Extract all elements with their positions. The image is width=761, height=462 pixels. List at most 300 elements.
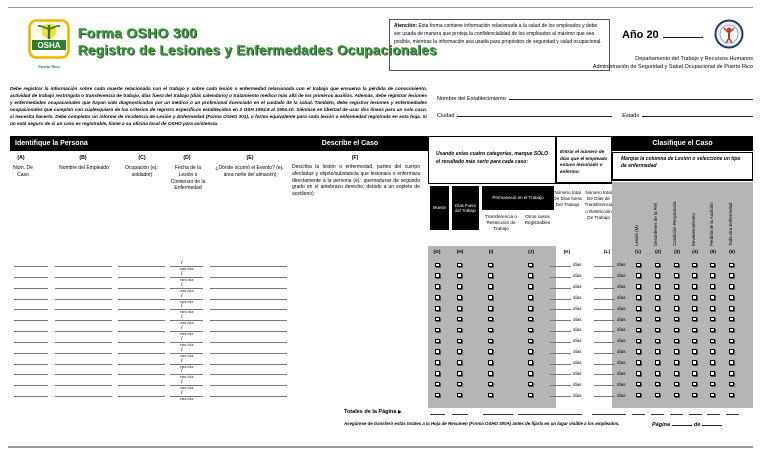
case-number-line[interactable] xyxy=(14,368,48,375)
total-days-away-line[interactable] xyxy=(452,409,468,415)
days-restricted-unit: días xyxy=(617,262,626,268)
respiratory-checkbox[interactable] xyxy=(674,284,679,289)
poisoning-checkbox[interactable] xyxy=(692,284,697,289)
case-row xyxy=(0,271,761,282)
injury-checkbox[interactable] xyxy=(636,360,641,365)
state-line[interactable] xyxy=(642,111,753,117)
employee-name-line[interactable] xyxy=(55,260,112,267)
column-number-2: (2) xyxy=(655,250,661,255)
hearing-loss-checkbox[interactable] xyxy=(710,295,715,300)
injury-date-line[interactable] xyxy=(170,336,203,343)
case-row xyxy=(0,293,761,304)
occupation-line[interactable] xyxy=(118,390,165,397)
other-recordable-checkbox[interactable] xyxy=(528,284,533,289)
days-away-checkbox[interactable] xyxy=(457,328,462,333)
injury-date-line[interactable] xyxy=(170,347,203,354)
days-restricted-count-line[interactable] xyxy=(594,314,615,321)
total-other-illness-line[interactable] xyxy=(726,409,739,415)
injury-checkbox[interactable] xyxy=(636,306,641,311)
other-illness-checkbox[interactable] xyxy=(729,284,734,289)
case-row xyxy=(0,325,761,336)
respiratory-checkbox[interactable] xyxy=(674,371,679,376)
date-slash: / xyxy=(181,270,183,277)
skin-disorder-checkbox[interactable] xyxy=(655,273,660,278)
department-seal-icon xyxy=(714,19,744,49)
establishment-name-line[interactable] xyxy=(509,94,753,100)
other-recordable-checkbox[interactable] xyxy=(528,317,533,322)
employee-name-line[interactable] xyxy=(55,325,112,332)
event-location-line[interactable] xyxy=(210,358,287,365)
other-illness-checkbox[interactable] xyxy=(729,273,734,278)
days-away-count-line[interactable] xyxy=(550,358,571,365)
days-away-count-line[interactable] xyxy=(550,260,571,267)
injury-date-line[interactable] xyxy=(170,293,203,300)
case-number-line[interactable] xyxy=(14,347,48,354)
injury-checkbox[interactable] xyxy=(636,263,641,268)
death-checkbox[interactable] xyxy=(435,339,440,344)
other-illness-checkbox[interactable] xyxy=(729,263,734,268)
poisoning-checkbox[interactable] xyxy=(692,317,697,322)
days-restricted-count-line[interactable] xyxy=(594,358,615,365)
poisoning-checkbox[interactable] xyxy=(692,393,697,398)
occupation-line[interactable] xyxy=(118,260,165,267)
skin-disorder-checkbox[interactable] xyxy=(655,349,660,354)
days-restricted-count-line[interactable] xyxy=(594,293,615,300)
case-number-line[interactable] xyxy=(14,358,48,365)
hearing-loss-checkbox[interactable] xyxy=(710,328,715,333)
other-illness-checkbox[interactable] xyxy=(729,382,734,387)
case-number-line[interactable] xyxy=(14,282,48,289)
employee-name-line[interactable] xyxy=(55,358,112,365)
state-label: Estado xyxy=(622,113,640,119)
skin-disorder-checkbox[interactable] xyxy=(655,306,660,311)
occupation-line[interactable] xyxy=(118,358,165,365)
transfer-restriction-checkbox[interactable] xyxy=(488,393,493,398)
occupation-line[interactable] xyxy=(118,303,165,310)
page-of-label: de xyxy=(694,422,701,428)
injury-checkbox[interactable] xyxy=(636,295,641,300)
days-restricted-unit: días xyxy=(617,273,626,279)
employee-name-line[interactable] xyxy=(55,314,112,321)
classify-label-skin-disorder: Desordenes de la Piel xyxy=(653,203,658,246)
days-away-checkbox[interactable] xyxy=(457,360,462,365)
total-hearing-line[interactable] xyxy=(707,409,720,415)
days-restricted-unit: días xyxy=(617,349,626,355)
date-slash: / xyxy=(181,303,183,310)
totals-text: Totales de la Página xyxy=(344,409,398,415)
transfer-restriction-checkbox[interactable] xyxy=(488,360,493,365)
event-location-line[interactable] xyxy=(210,293,287,300)
days-away-checkbox[interactable] xyxy=(457,393,462,398)
column-number-1: (1) xyxy=(635,250,641,255)
days-restricted-count-line[interactable] xyxy=(594,347,615,354)
days-restricted-column-label: Número total De Días de Transferencia o Restricción De Trabajo xyxy=(584,190,613,220)
date-format-hint: mes /día xyxy=(179,342,194,347)
other-recordable-checkbox[interactable] xyxy=(528,371,533,376)
employee-name-line[interactable] xyxy=(55,282,112,289)
days-away-checkbox[interactable] xyxy=(457,306,462,311)
death-checkbox[interactable] xyxy=(435,328,440,333)
injury-checkbox[interactable] xyxy=(636,284,641,289)
hearing-loss-checkbox[interactable] xyxy=(710,349,715,354)
respiratory-checkbox[interactable] xyxy=(674,317,679,322)
injury-checkbox[interactable] xyxy=(636,371,641,376)
total-other-line[interactable] xyxy=(518,409,550,415)
date-slash: / xyxy=(181,346,183,353)
transfer-restriction-checkbox[interactable] xyxy=(488,284,493,289)
poisoning-checkbox[interactable] xyxy=(692,339,697,344)
days-away-checkbox[interactable] xyxy=(457,263,462,268)
bottom-divider xyxy=(8,446,753,448)
poisoning-checkbox[interactable] xyxy=(692,295,697,300)
days-away-count-line[interactable] xyxy=(550,368,571,375)
skin-disorder-checkbox[interactable] xyxy=(655,339,660,344)
case-number-line[interactable] xyxy=(14,390,48,397)
other-recordable-checkbox[interactable] xyxy=(528,382,533,387)
poisoning-checkbox[interactable] xyxy=(692,360,697,365)
days-restricted-count-line[interactable] xyxy=(594,282,615,289)
injury-date-line[interactable] xyxy=(170,390,203,397)
death-checkbox[interactable] xyxy=(435,393,440,398)
other-recordable-checkbox[interactable] xyxy=(528,273,533,278)
employee-name-line[interactable] xyxy=(55,303,112,310)
other-illness-checkbox[interactable] xyxy=(729,349,734,354)
event-location-line[interactable] xyxy=(210,379,287,386)
column-label-occupation: Ocupación (ej.: soldador) xyxy=(125,165,159,178)
days-restricted-count-line[interactable] xyxy=(594,260,615,267)
column-number-6: (6) xyxy=(729,250,735,255)
hearing-loss-checkbox[interactable] xyxy=(710,393,715,398)
column-number-4: (4) xyxy=(692,250,698,255)
transfer-restriction-checkbox[interactable] xyxy=(488,295,493,300)
skin-disorder-checkbox[interactable] xyxy=(655,317,660,322)
transfer-restriction-checkbox[interactable] xyxy=(488,263,493,268)
injury-date-line[interactable] xyxy=(170,314,203,321)
hearing-loss-checkbox[interactable] xyxy=(710,360,715,365)
days-restricted-unit: días xyxy=(617,359,626,365)
total-death-line[interactable] xyxy=(430,409,445,415)
transfer-restriction-checkbox[interactable] xyxy=(488,371,493,376)
transfer-restriction-checkbox[interactable] xyxy=(488,328,493,333)
days-away-count-line[interactable] xyxy=(550,314,571,321)
occupation-line[interactable] xyxy=(118,314,165,321)
other-illness-checkbox[interactable] xyxy=(729,360,734,365)
total-injury-line[interactable] xyxy=(632,409,645,415)
total-poisoning-line[interactable] xyxy=(689,409,702,415)
date-slash: / xyxy=(181,325,183,332)
transfer-restriction-checkbox[interactable] xyxy=(488,306,493,311)
case-number-line[interactable] xyxy=(14,379,48,386)
other-recordable-checkbox[interactable] xyxy=(528,328,533,333)
respiratory-checkbox[interactable] xyxy=(674,295,679,300)
other-recordable-checkbox[interactable] xyxy=(528,360,533,365)
skin-disorder-checkbox[interactable] xyxy=(655,393,660,398)
occupation-line[interactable] xyxy=(118,271,165,278)
agency-name-line1: Departamento del Trabajo y Recursos Humanos xyxy=(635,56,753,62)
days-restricted-count-line[interactable] xyxy=(594,336,615,343)
other-illness-checkbox[interactable] xyxy=(729,317,734,322)
event-location-line[interactable] xyxy=(210,303,287,310)
injury-date-line[interactable] xyxy=(170,379,203,386)
case-row xyxy=(0,358,761,369)
category-remained-box: Permaneció en el Trabajo xyxy=(482,186,554,210)
employee-name-line[interactable] xyxy=(55,271,112,278)
days-away-count-line[interactable] xyxy=(550,336,571,343)
poisoning-checkbox[interactable] xyxy=(692,328,697,333)
case-row xyxy=(0,390,761,401)
date-format-hint: mes /día xyxy=(179,310,194,315)
page-number-field xyxy=(652,420,752,428)
total-skin-line[interactable] xyxy=(651,409,664,415)
column-letter-g: (G) xyxy=(433,250,441,255)
occupation-line[interactable] xyxy=(118,325,165,332)
hearing-loss-checkbox[interactable] xyxy=(710,284,715,289)
transfer-restriction-checkbox[interactable] xyxy=(488,273,493,278)
days-restricted-count-line[interactable] xyxy=(594,379,615,386)
skin-disorder-checkbox[interactable] xyxy=(655,263,660,268)
death-checkbox[interactable] xyxy=(435,306,440,311)
respiratory-checkbox[interactable] xyxy=(674,328,679,333)
employee-name-line[interactable] xyxy=(55,293,112,300)
death-checkbox[interactable] xyxy=(435,349,440,354)
respiratory-checkbox[interactable] xyxy=(674,393,679,398)
death-checkbox[interactable] xyxy=(435,263,440,268)
event-location-line[interactable] xyxy=(210,325,287,332)
osha-logo-text: OSHA xyxy=(37,41,61,50)
skin-disorder-checkbox[interactable] xyxy=(655,328,660,333)
event-location-line[interactable] xyxy=(210,336,287,343)
event-location-line[interactable] xyxy=(210,314,287,321)
respiratory-checkbox[interactable] xyxy=(674,382,679,387)
employee-name-line[interactable] xyxy=(55,379,112,386)
event-location-line[interactable] xyxy=(210,368,287,375)
skin-disorder-checkbox[interactable] xyxy=(655,382,660,387)
page-number-line[interactable] xyxy=(672,420,692,426)
case-row xyxy=(0,260,761,271)
occupation-line[interactable] xyxy=(118,368,165,375)
category-other-cases-label: Otros casos Registrables xyxy=(524,214,551,225)
event-location-line[interactable] xyxy=(210,271,287,278)
days-restricted-unit: días xyxy=(617,381,626,387)
days-away-checkbox[interactable] xyxy=(457,317,462,322)
transfer-restriction-checkbox[interactable] xyxy=(488,339,493,344)
days-away-count-line[interactable] xyxy=(550,347,571,354)
other-illness-checkbox[interactable] xyxy=(729,393,734,398)
days-away-checkbox[interactable] xyxy=(457,371,462,376)
case-number-line[interactable] xyxy=(14,271,48,278)
respiratory-checkbox[interactable] xyxy=(674,360,679,365)
poisoning-checkbox[interactable] xyxy=(692,349,697,354)
days-restricted-unit: días xyxy=(617,305,626,311)
days-away-count-line[interactable] xyxy=(550,390,571,397)
days-restricted-count-line[interactable] xyxy=(594,390,615,397)
column-letter-a: (A) xyxy=(17,155,25,161)
date-format-hint: mes /día xyxy=(179,386,194,391)
other-illness-checkbox[interactable] xyxy=(729,339,734,344)
other-recordable-checkbox[interactable] xyxy=(528,393,533,398)
days-away-checkbox[interactable] xyxy=(457,349,462,354)
case-number-line[interactable] xyxy=(14,293,48,300)
employee-name-line[interactable] xyxy=(55,347,112,354)
death-checkbox[interactable] xyxy=(435,371,440,376)
days-restricted-count-line[interactable] xyxy=(594,271,615,278)
days-instruction-cell: Entrar el número de días que el empleado estuvo lesionado o enfermo: xyxy=(556,136,612,184)
days-away-unit: días xyxy=(573,370,582,376)
hearing-loss-checkbox[interactable] xyxy=(710,371,715,376)
other-recordable-checkbox[interactable] xyxy=(528,263,533,268)
case-number-line[interactable] xyxy=(14,325,48,332)
total-respiratory-line[interactable] xyxy=(670,409,683,415)
injury-date-line[interactable] xyxy=(170,282,203,289)
skin-disorder-checkbox[interactable] xyxy=(655,295,660,300)
death-checkbox[interactable] xyxy=(435,295,440,300)
column-label-event-location: ¿Dónde ocurrió el Evento? (ej.: área norte del almacén) xyxy=(215,165,285,178)
case-number-line[interactable] xyxy=(14,303,48,310)
column-number-3: (3) xyxy=(674,250,680,255)
other-recordable-checkbox[interactable] xyxy=(528,339,533,344)
occupation-line[interactable] xyxy=(118,379,165,386)
days-away-unit: días xyxy=(573,316,582,322)
death-checkbox[interactable] xyxy=(435,317,440,322)
days-away-checkbox[interactable] xyxy=(457,284,462,289)
respiratory-checkbox[interactable] xyxy=(674,273,679,278)
injury-date-line[interactable] xyxy=(170,368,203,375)
date-format-hint: mes /día xyxy=(179,299,194,304)
days-restricted-unit: días xyxy=(617,338,626,344)
section-identify-label: Identifique la Persona xyxy=(15,140,88,147)
days-away-count-line[interactable] xyxy=(550,379,571,386)
days-restricted-count-line[interactable] xyxy=(594,325,615,332)
other-recordable-checkbox[interactable] xyxy=(528,295,533,300)
poisoning-checkbox[interactable] xyxy=(692,273,697,278)
other-recordable-checkbox[interactable] xyxy=(528,306,533,311)
days-restricted-count-line[interactable] xyxy=(594,368,615,375)
other-illness-checkbox[interactable] xyxy=(729,295,734,300)
injury-checkbox[interactable] xyxy=(636,317,641,322)
event-location-line[interactable] xyxy=(210,260,287,267)
case-number-line[interactable] xyxy=(14,260,48,267)
event-location-line[interactable] xyxy=(210,347,287,354)
transfer-restriction-checkbox[interactable] xyxy=(488,382,493,387)
hearing-loss-checkbox[interactable] xyxy=(710,382,715,387)
transfer-restriction-checkbox[interactable] xyxy=(488,317,493,322)
days-away-checkbox[interactable] xyxy=(457,339,462,344)
occupation-line[interactable] xyxy=(118,347,165,354)
days-away-unit: días xyxy=(573,294,582,300)
other-recordable-checkbox[interactable] xyxy=(528,349,533,354)
injury-date-line[interactable] xyxy=(170,260,203,267)
respiratory-checkbox[interactable] xyxy=(674,339,679,344)
event-location-line[interactable] xyxy=(210,282,287,289)
hearing-loss-checkbox[interactable] xyxy=(710,306,715,311)
poisoning-checkbox[interactable] xyxy=(692,306,697,311)
death-checkbox[interactable] xyxy=(435,273,440,278)
date-format-hint: mes /día xyxy=(179,288,194,293)
days-away-count-line[interactable] xyxy=(550,293,571,300)
occupation-line[interactable] xyxy=(118,282,165,289)
injury-checkbox[interactable] xyxy=(636,382,641,387)
date-slash: / xyxy=(181,292,183,299)
death-checkbox[interactable] xyxy=(435,284,440,289)
injury-date-line[interactable] xyxy=(170,303,203,310)
employee-name-line[interactable] xyxy=(55,336,112,343)
injury-checkbox[interactable] xyxy=(636,339,641,344)
respiratory-checkbox[interactable] xyxy=(674,306,679,311)
days-away-count-line[interactable] xyxy=(550,271,571,278)
occupation-line[interactable] xyxy=(118,293,165,300)
skin-disorder-checkbox[interactable] xyxy=(655,284,660,289)
date-format-hint: mes /día xyxy=(179,375,194,380)
employee-name-line[interactable] xyxy=(55,368,112,375)
skin-disorder-checkbox[interactable] xyxy=(655,360,660,365)
injury-checkbox[interactable] xyxy=(636,273,641,278)
transfer-restriction-checkbox[interactable] xyxy=(488,349,493,354)
days-away-count-line[interactable] xyxy=(550,303,571,310)
classify-label-other-illness: Toda otra Enfermedad xyxy=(728,202,733,246)
hearing-loss-checkbox[interactable] xyxy=(710,339,715,344)
death-checkbox[interactable] xyxy=(435,382,440,387)
date-slash: / xyxy=(181,368,183,375)
case-row xyxy=(0,379,761,390)
injury-checkbox[interactable] xyxy=(636,328,641,333)
death-checkbox[interactable] xyxy=(435,360,440,365)
respiratory-checkbox[interactable] xyxy=(674,349,679,354)
other-illness-checkbox[interactable] xyxy=(729,328,734,333)
hearing-loss-checkbox[interactable] xyxy=(710,273,715,278)
occupation-line[interactable] xyxy=(118,336,165,343)
total-transfer-line[interactable] xyxy=(483,409,513,415)
days-away-count-line[interactable] xyxy=(550,325,571,332)
outcome-instruction-cell: Usando estas cuatro categorías, marque SÓLO el resultado más serio para cada caso: xyxy=(428,136,556,184)
employee-name-line[interactable] xyxy=(55,390,112,397)
classify-label-hearing-loss: Perdida de la Audición xyxy=(709,202,714,246)
injury-checkbox[interactable] xyxy=(636,349,641,354)
date-slash: / xyxy=(181,335,183,342)
skin-disorder-checkbox[interactable] xyxy=(655,371,660,376)
hearing-loss-checkbox[interactable] xyxy=(710,263,715,268)
days-away-checkbox[interactable] xyxy=(457,295,462,300)
injury-checkbox[interactable] xyxy=(636,393,641,398)
poisoning-checkbox[interactable] xyxy=(692,371,697,376)
case-number-line[interactable] xyxy=(14,314,48,321)
page-total-line[interactable] xyxy=(702,420,722,426)
injury-date-line[interactable] xyxy=(170,271,203,278)
other-illness-checkbox[interactable] xyxy=(729,306,734,311)
poisoning-checkbox[interactable] xyxy=(692,382,697,387)
city-line[interactable] xyxy=(457,111,612,117)
total-days-restricted-line[interactable] xyxy=(592,409,626,415)
year-blank-line[interactable] xyxy=(663,29,703,38)
days-away-checkbox[interactable] xyxy=(457,382,462,387)
respiratory-checkbox[interactable] xyxy=(674,263,679,268)
section-banner-identify-describe xyxy=(10,136,428,151)
other-illness-checkbox[interactable] xyxy=(729,371,734,376)
injury-date-line[interactable] xyxy=(170,325,203,332)
column-letter-e: (E) xyxy=(246,155,254,161)
totals-arrow-icon: ▶ xyxy=(398,409,402,414)
days-away-count-line[interactable] xyxy=(550,282,571,289)
case-number-line[interactable] xyxy=(14,336,48,343)
days-restricted-count-line[interactable] xyxy=(594,303,615,310)
hearing-loss-checkbox[interactable] xyxy=(710,317,715,322)
total-days-away-count-line[interactable] xyxy=(550,409,582,415)
days-restricted-unit: días xyxy=(617,370,626,376)
event-location-line[interactable] xyxy=(210,390,287,397)
category-death-box: Muerte xyxy=(430,186,449,230)
days-away-checkbox[interactable] xyxy=(457,273,462,278)
poisoning-checkbox[interactable] xyxy=(692,263,697,268)
injury-date-line[interactable] xyxy=(170,358,203,365)
